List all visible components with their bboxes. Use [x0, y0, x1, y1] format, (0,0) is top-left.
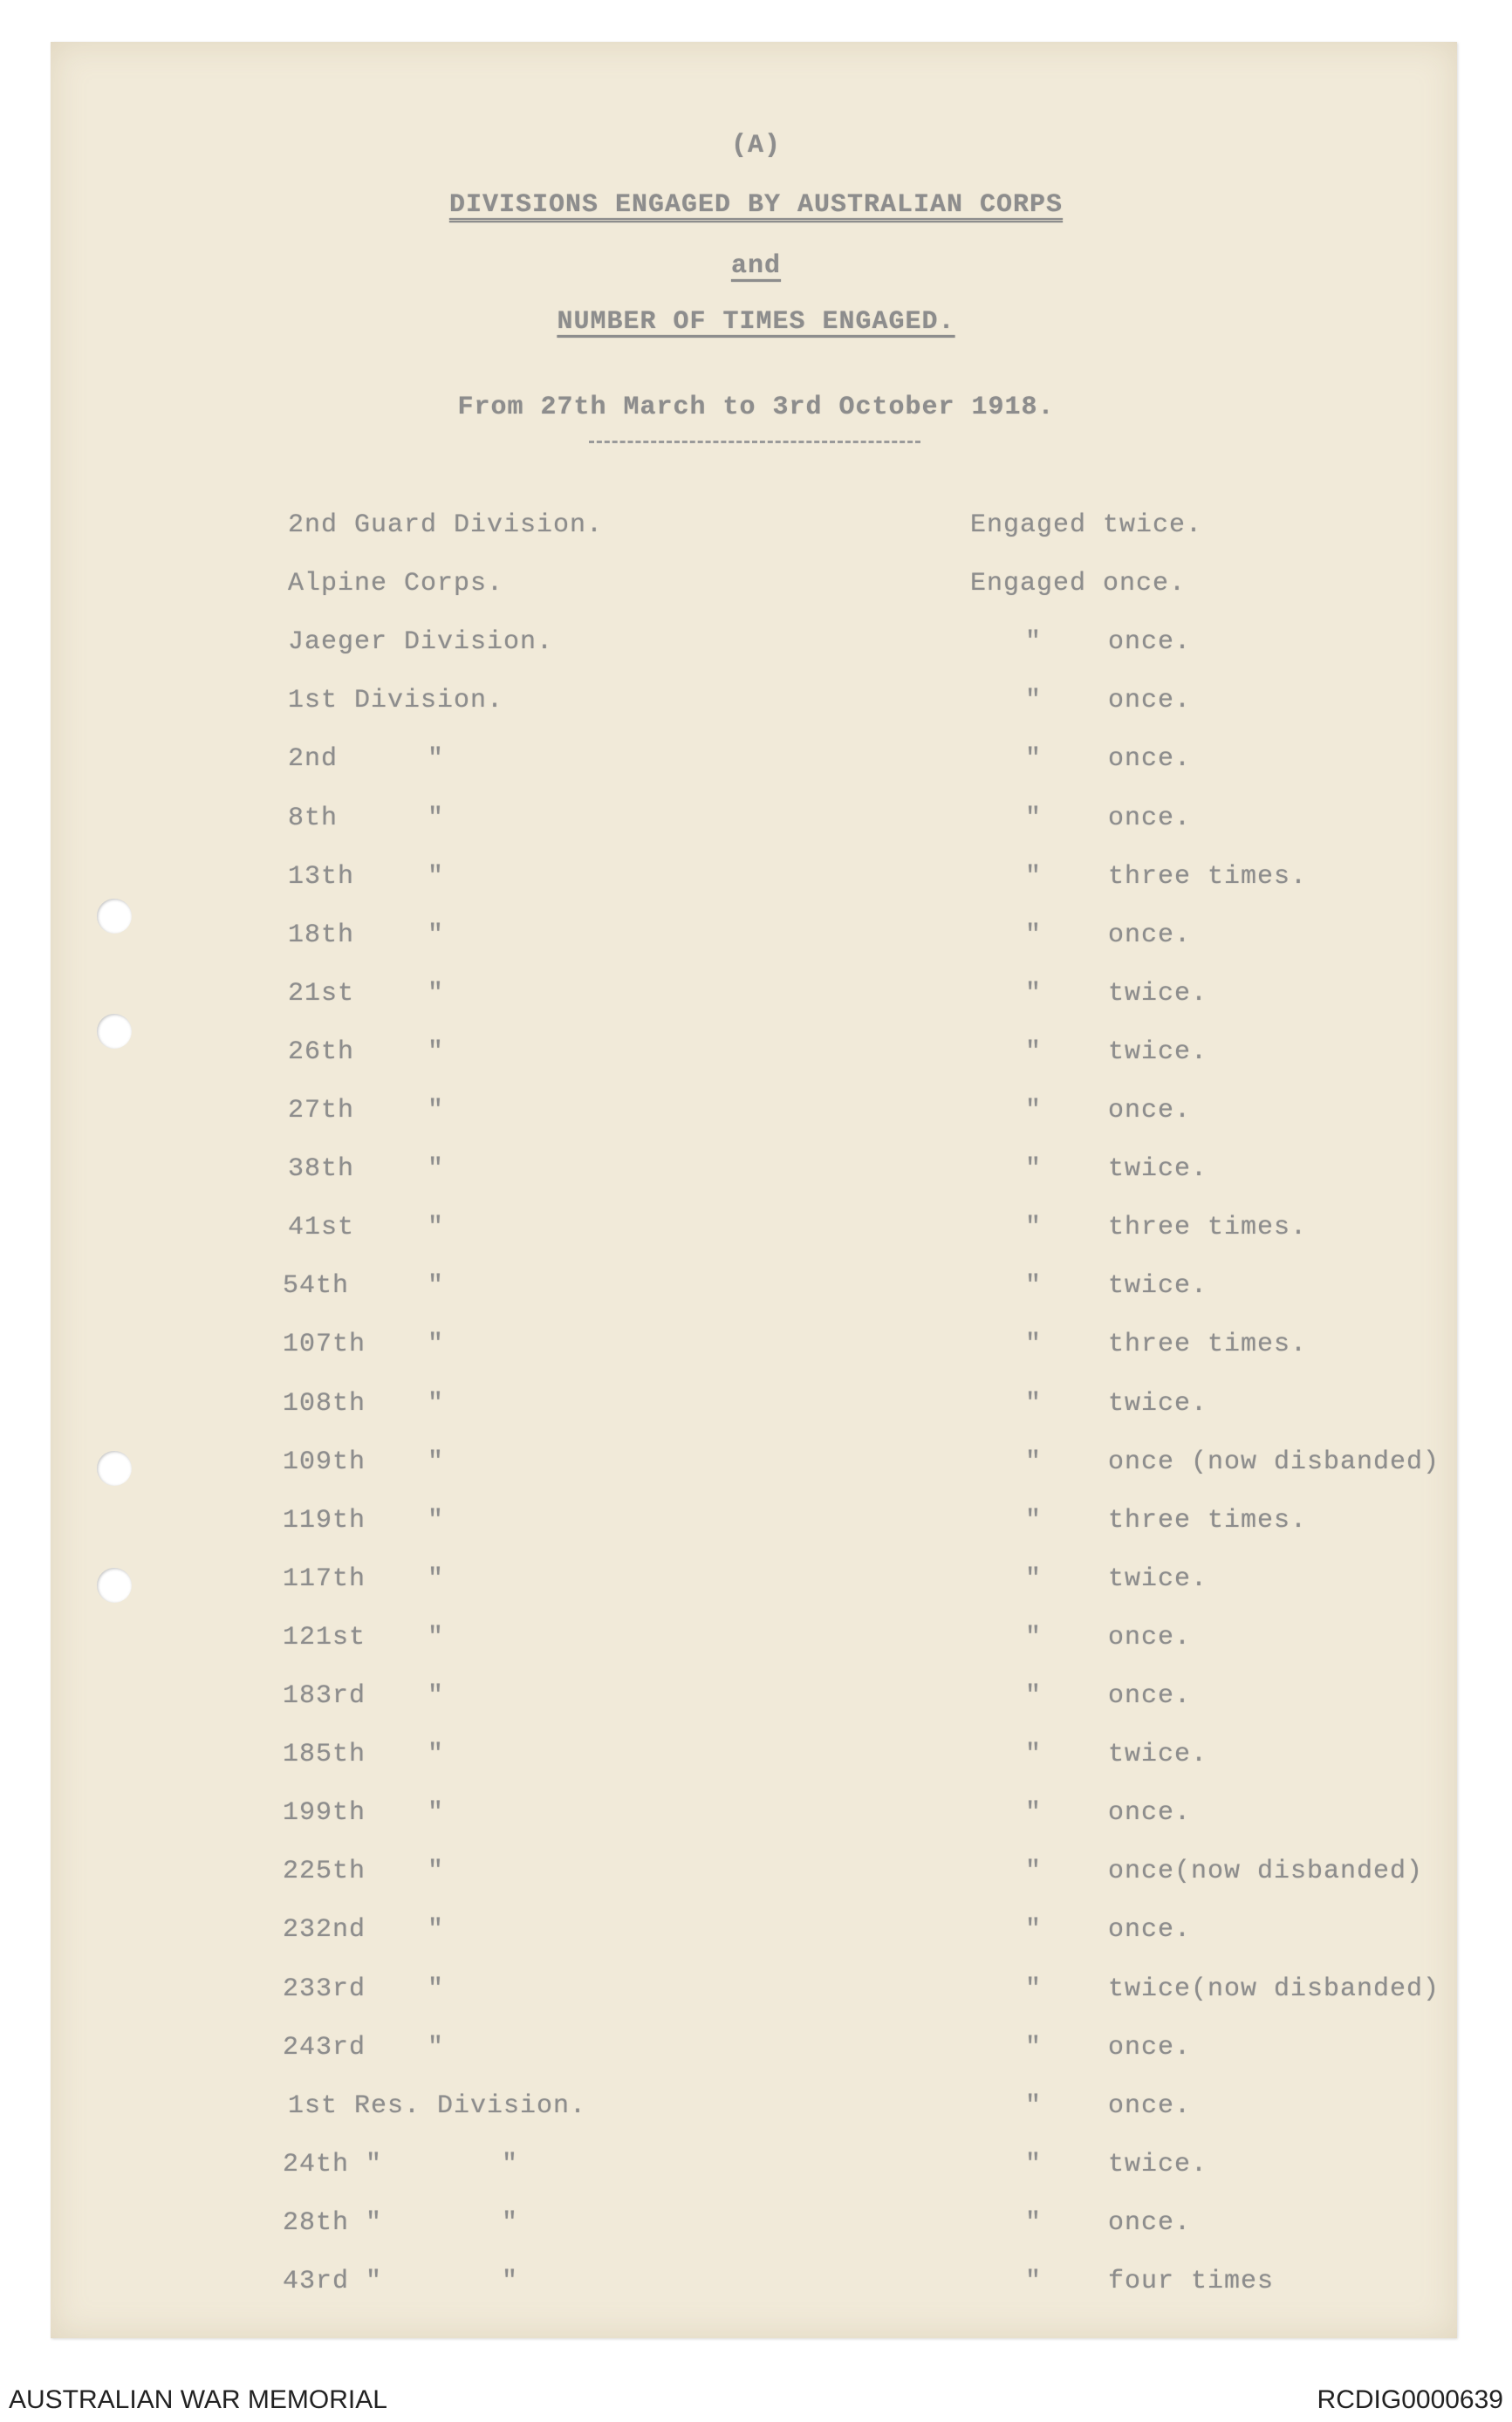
engaged-ditto-mark: "	[1025, 1271, 1043, 1301]
engaged-ditto-mark: "	[1025, 1915, 1043, 1945]
engaged-count: twice.	[1108, 1740, 1208, 1769]
list-item	[0, 1564, 1512, 1608]
engaged-count: twice.	[1108, 1389, 1208, 1419]
page-marker: (A)	[730, 131, 781, 161]
engaged-ditto-mark: "	[1025, 686, 1043, 715]
engaged-ditto-mark: "	[1025, 920, 1043, 950]
engaged-count: twice.	[1108, 1271, 1208, 1301]
division-number: 233rd	[283, 1974, 366, 2004]
division-ditto-mark: "	[428, 1096, 445, 1125]
list-item	[0, 1623, 1512, 1666]
engaged-count: once.	[1108, 686, 1192, 715]
division-number: 109th	[283, 1447, 366, 1477]
division-ditto-mark: "	[428, 1271, 445, 1301]
division-number: 108th	[283, 1389, 366, 1419]
list-item	[0, 1330, 1512, 1373]
list-item	[0, 1740, 1512, 1783]
engaged-count: once.	[1108, 627, 1192, 657]
title-line-1-text: DIVISIONS ENGAGED BY AUSTRALIAN CORPS	[448, 190, 1064, 220]
division-ditto-mark: "	[428, 1740, 445, 1769]
engaged-ditto-mark: "	[1025, 862, 1043, 892]
division-number: 232nd	[283, 1915, 366, 1945]
division-ditto-mark: "	[428, 979, 445, 1009]
engaged-ditto-mark: "	[1025, 2208, 1043, 2238]
engaged-ditto-mark: "	[1025, 1330, 1043, 1359]
list-item	[0, 2091, 1512, 2135]
division-number: 28th "	[283, 2208, 383, 2238]
engaged-count: once(now disbanded)	[1108, 1857, 1424, 1886]
division-ditto-mark: "	[502, 2150, 519, 2179]
list-item	[0, 1915, 1512, 1959]
division-ditto-mark: "	[428, 1154, 445, 1184]
division-number: 243rd	[283, 2033, 366, 2063]
list-item	[0, 1681, 1512, 1725]
engaged-ditto-mark: "	[1025, 979, 1043, 1009]
division-number: 199th	[283, 1798, 366, 1828]
division-number: 13th	[288, 862, 355, 892]
division-number: 41st	[288, 1213, 355, 1242]
title-line-2-text: and	[730, 251, 781, 281]
division-number: 183rd	[283, 1681, 366, 1711]
division-number: 21st	[288, 979, 355, 1009]
engaged-count: twice.	[1108, 1564, 1208, 1594]
engaged-count: three times.	[1108, 1506, 1308, 1536]
engaged-count: Engaged twice.	[970, 510, 1203, 540]
engaged-count: once.	[1108, 744, 1192, 774]
engaged-ditto-mark: "	[1025, 2150, 1043, 2179]
list-item	[0, 1447, 1512, 1491]
engaged-count: three times.	[1108, 1213, 1308, 1242]
engaged-ditto-mark: "	[1025, 1623, 1043, 1652]
division-number: 26th	[288, 1037, 355, 1067]
engaged-ditto-mark: "	[1025, 1857, 1043, 1886]
list-item	[0, 1154, 1512, 1198]
engaged-ditto-mark: "	[1025, 1389, 1043, 1419]
engaged-count: once (now disbanded)	[1108, 1447, 1440, 1477]
list-item	[0, 510, 1512, 554]
list-item	[0, 686, 1512, 729]
division-number: 185th	[283, 1740, 366, 1769]
division-number: 107th	[283, 1330, 366, 1359]
division-ditto-mark: "	[502, 2208, 519, 2238]
engaged-ditto-mark: "	[1025, 804, 1043, 833]
engaged-count: once.	[1108, 1915, 1192, 1945]
division-ditto-mark: "	[428, 1681, 445, 1711]
engaged-count: four times	[1108, 2267, 1275, 2296]
division-number: 54th	[283, 1271, 350, 1301]
engaged-count: twice.	[1108, 979, 1208, 1009]
engaged-ditto-mark: "	[1025, 2267, 1043, 2296]
division-name: Jaeger Division.	[288, 627, 554, 657]
title-line-3-text: NUMBER OF TIMES ENGAGED.	[557, 307, 955, 337]
division-ditto-mark: "	[502, 2267, 519, 2296]
division-ditto-mark: "	[428, 1974, 445, 2004]
engaged-ditto-mark: "	[1025, 1447, 1043, 1477]
engaged-count: twice.	[1108, 1154, 1208, 1184]
list-item	[0, 2267, 1512, 2310]
division-number: 8th	[288, 804, 339, 833]
division-ditto-mark: "	[428, 1915, 445, 1945]
engaged-count: once.	[1108, 1096, 1192, 1125]
date-range: From 27th March to 3rd October 1918.	[457, 393, 1055, 422]
list-item	[0, 1389, 1512, 1433]
engaged-count: once.	[1108, 804, 1192, 833]
title-line-1	[0, 190, 1512, 220]
division-name: 1st Division.	[288, 686, 504, 715]
engaged-ditto-mark: "	[1025, 744, 1043, 774]
division-name: Alpine Corps.	[288, 569, 504, 599]
list-item	[0, 1506, 1512, 1550]
division-ditto-mark: "	[428, 1623, 445, 1652]
engaged-ditto-mark: "	[1025, 1564, 1043, 1594]
engaged-count: twice(now disbanded)	[1108, 1974, 1440, 2004]
engaged-ditto-mark: "	[1025, 2091, 1043, 2121]
division-number: 121st	[283, 1623, 366, 1652]
engaged-count: Engaged once.	[970, 569, 1187, 599]
title-line-2	[0, 251, 1512, 281]
list-item	[0, 2033, 1512, 2076]
engaged-ditto-mark: "	[1025, 1506, 1043, 1536]
engaged-ditto-mark: "	[1025, 1037, 1043, 1067]
engaged-ditto-mark: "	[1025, 1096, 1043, 1125]
title-line-3	[0, 307, 1512, 337]
engaged-count: three times.	[1108, 1330, 1308, 1359]
division-ditto-mark: "	[428, 1330, 445, 1359]
list-item	[0, 1213, 1512, 1256]
engaged-ditto-mark: "	[1025, 1740, 1043, 1769]
engaged-ditto-mark: "	[1025, 1681, 1043, 1711]
division-ditto-mark: "	[428, 1506, 445, 1536]
division-number: 27th	[288, 1096, 355, 1125]
division-number: 2nd	[288, 744, 339, 774]
list-item	[0, 920, 1512, 964]
list-item	[0, 627, 1512, 671]
division-ditto-mark: "	[428, 1857, 445, 1886]
list-item	[0, 862, 1512, 906]
list-item	[0, 569, 1512, 612]
footer-record-id: RCDIG0000639	[1317, 2385, 1503, 2414]
division-ditto-mark: "	[428, 1447, 445, 1477]
division-number: 119th	[283, 1506, 366, 1536]
footer-institution: AUSTRALIAN WAR MEMORIAL	[9, 2385, 387, 2414]
engaged-count: once.	[1108, 1681, 1192, 1711]
division-number: 43rd "	[283, 2267, 383, 2296]
engaged-count: once.	[1108, 2033, 1192, 2063]
list-item	[0, 2150, 1512, 2193]
engaged-count: once.	[1108, 2091, 1192, 2121]
division-number: 225th	[283, 1857, 366, 1886]
engaged-count: once.	[1108, 2208, 1192, 2238]
engaged-count: once.	[1108, 1623, 1192, 1652]
engaged-count: twice.	[1108, 1037, 1208, 1067]
dashed-rule	[589, 441, 920, 448]
division-ditto-mark: "	[428, 1389, 445, 1419]
list-item	[0, 744, 1512, 788]
division-ditto-mark: "	[428, 1798, 445, 1828]
division-ditto-mark: "	[428, 862, 445, 892]
engaged-count: once.	[1108, 1798, 1192, 1828]
division-ditto-mark: "	[428, 744, 445, 774]
division-number: 117th	[283, 1564, 366, 1594]
list-item	[0, 1037, 1512, 1081]
engaged-ditto-mark: "	[1025, 1154, 1043, 1184]
division-ditto-mark: "	[428, 1564, 445, 1594]
list-item	[0, 2208, 1512, 2252]
division-name: 1st Res. Division.	[288, 2091, 587, 2121]
list-item	[0, 804, 1512, 847]
division-number: 38th	[288, 1154, 355, 1184]
division-ditto-mark: "	[428, 920, 445, 950]
engaged-ditto-mark: "	[1025, 1974, 1043, 2004]
engaged-ditto-mark: "	[1025, 1213, 1043, 1242]
engaged-ditto-mark: "	[1025, 1798, 1043, 1828]
division-number: 18th	[288, 920, 355, 950]
division-name: 2nd Guard Division.	[288, 510, 604, 540]
engaged-count: twice.	[1108, 2150, 1208, 2179]
division-ditto-mark: "	[428, 1037, 445, 1067]
engaged-ditto-mark: "	[1025, 627, 1043, 657]
division-ditto-mark: "	[428, 2033, 445, 2063]
engaged-count: once.	[1108, 920, 1192, 950]
division-number: 24th "	[283, 2150, 383, 2179]
list-item	[0, 1798, 1512, 1842]
list-item	[0, 1096, 1512, 1139]
engaged-ditto-mark: "	[1025, 2033, 1043, 2063]
list-item	[0, 979, 1512, 1023]
division-ditto-mark: "	[428, 804, 445, 833]
list-item	[0, 1857, 1512, 1900]
list-item	[0, 1974, 1512, 2018]
engaged-count: three times.	[1108, 862, 1308, 892]
division-ditto-mark: "	[428, 1213, 445, 1242]
list-item	[0, 1271, 1512, 1315]
